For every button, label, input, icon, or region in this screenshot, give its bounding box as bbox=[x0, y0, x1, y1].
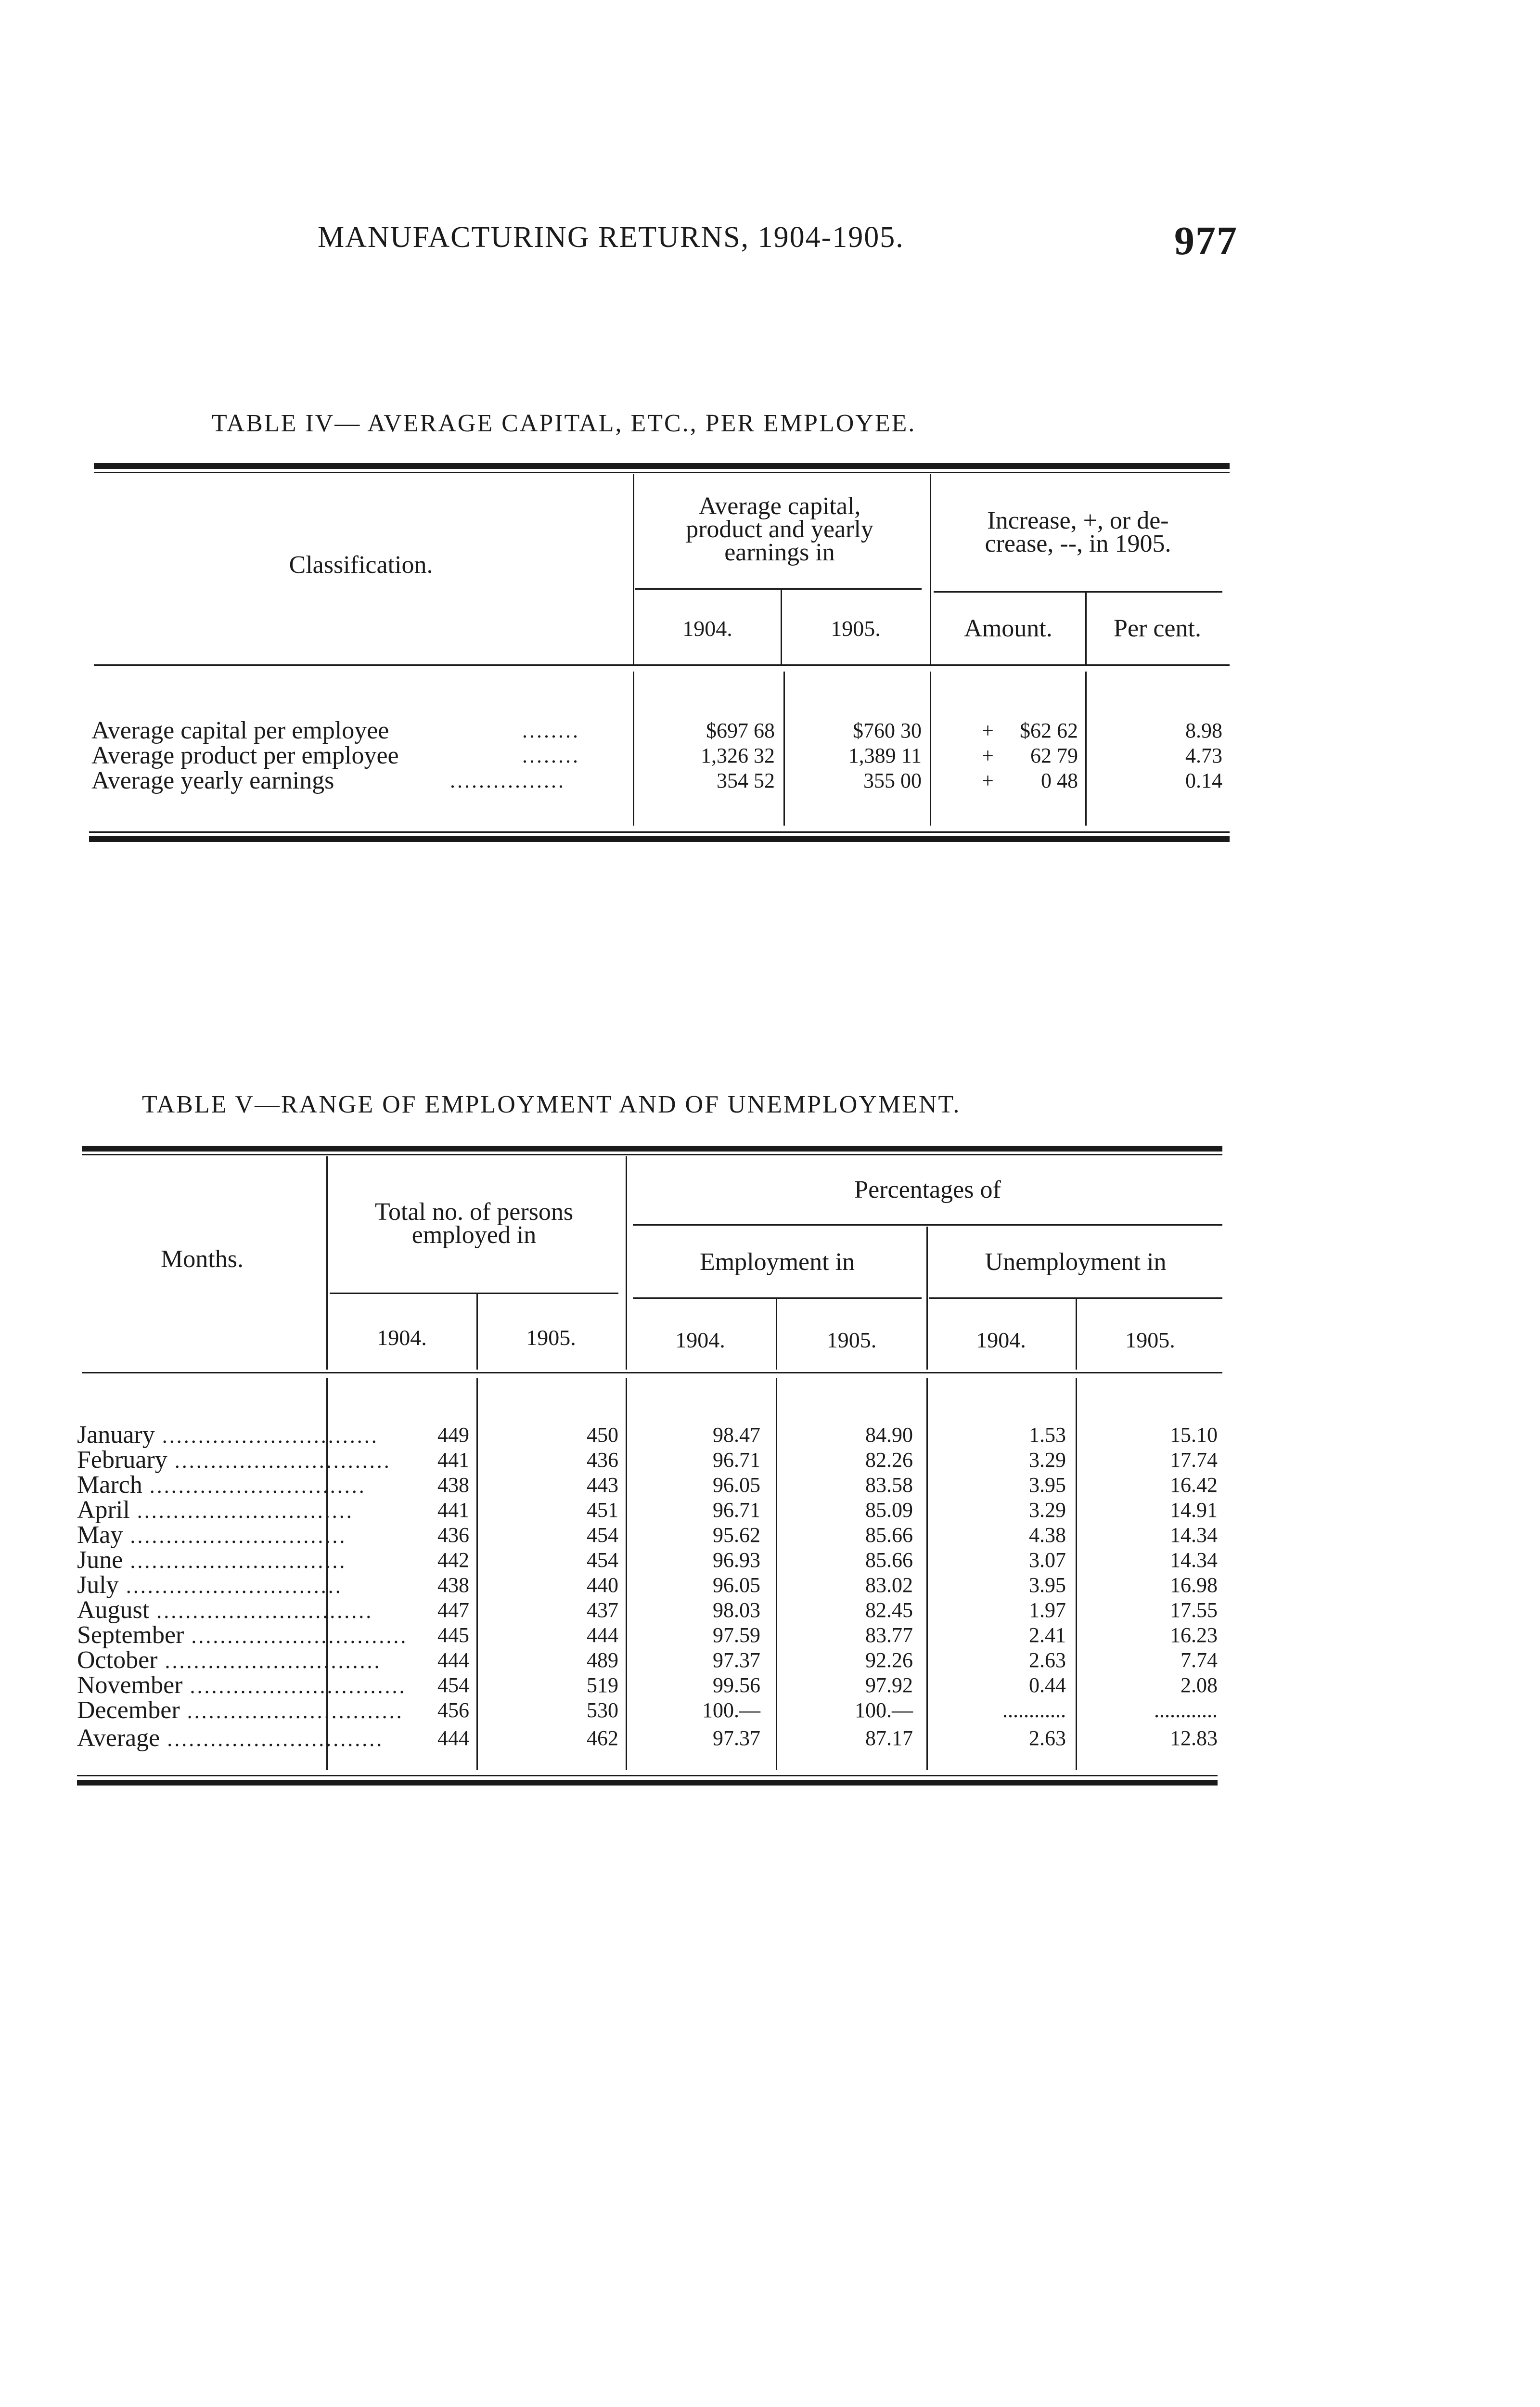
leader-dots: .............................. bbox=[142, 1474, 366, 1498]
percent: 0.14 bbox=[1185, 769, 1222, 792]
col-employment: Employment in bbox=[699, 1248, 855, 1276]
total-1905: 450 bbox=[587, 1423, 618, 1447]
employment-1905: 87.17 bbox=[865, 1726, 913, 1750]
leader-dots: .............................. bbox=[182, 1674, 407, 1698]
col-total-line2: employed in bbox=[411, 1221, 537, 1249]
month-label bbox=[77, 1724, 384, 1752]
col-classification: Classification. bbox=[289, 551, 433, 579]
month-name: February bbox=[77, 1446, 167, 1474]
employment-1904: 98.47 bbox=[713, 1423, 760, 1447]
employment-1904: 97.59 bbox=[713, 1623, 760, 1647]
employment-1905: 85.66 bbox=[865, 1548, 913, 1572]
col-1905: 1905. bbox=[831, 616, 881, 641]
col-employment-1904: 1904. bbox=[675, 1328, 725, 1352]
month-name: August bbox=[77, 1596, 150, 1624]
month-label bbox=[77, 1646, 382, 1674]
leader-dots: ................ bbox=[450, 769, 565, 792]
month-name: January bbox=[77, 1421, 155, 1449]
employment-1904: 96.71 bbox=[713, 1498, 760, 1522]
month-label bbox=[77, 1696, 404, 1724]
col-total-1904: 1904. bbox=[377, 1325, 427, 1350]
value-1905: 1,389 11 bbox=[848, 744, 922, 767]
employment-1905: 82.45 bbox=[865, 1598, 913, 1622]
month-name: June bbox=[77, 1546, 123, 1574]
unemployment-1905: 16.23 bbox=[1170, 1623, 1218, 1647]
employment-1905: 83.77 bbox=[865, 1623, 913, 1647]
employment-1905: 97.92 bbox=[865, 1673, 913, 1697]
unemployment-1904: 3.95 bbox=[1029, 1573, 1066, 1597]
total-1905: 451 bbox=[587, 1498, 618, 1522]
unemployment-1905: 12.83 bbox=[1170, 1726, 1218, 1750]
total-1904: 444 bbox=[437, 1726, 469, 1750]
total-1904: 445 bbox=[437, 1623, 469, 1647]
month-name: October bbox=[77, 1646, 158, 1674]
unemployment-1904: 1.97 bbox=[1029, 1598, 1066, 1622]
sign: + bbox=[982, 769, 994, 792]
employment-1905: 84.90 bbox=[865, 1423, 913, 1447]
month-label bbox=[77, 1571, 343, 1599]
value-1904: 354 52 bbox=[717, 769, 775, 792]
month-name: Average bbox=[77, 1724, 160, 1752]
unemployment-1904: 4.38 bbox=[1029, 1523, 1066, 1547]
value-1904: $697 68 bbox=[706, 719, 775, 742]
employment-1904: 96.71 bbox=[713, 1448, 760, 1472]
employment-1904: 97.37 bbox=[713, 1726, 760, 1750]
month-label bbox=[77, 1421, 379, 1449]
amount: 62 79 bbox=[1030, 744, 1078, 767]
total-1905: 489 bbox=[587, 1648, 618, 1672]
leader-dots: .............................. bbox=[123, 1524, 347, 1548]
unemployment-1905: 16.42 bbox=[1170, 1473, 1218, 1497]
col-percent: Per cent. bbox=[1114, 615, 1201, 642]
col-1904: 1904. bbox=[682, 616, 732, 641]
month-label bbox=[77, 1446, 391, 1474]
employment-1904: 96.05 bbox=[713, 1573, 760, 1597]
value-1904: 1,326 32 bbox=[701, 744, 775, 767]
total-1904: 442 bbox=[437, 1548, 469, 1572]
running-title: MANUFACTURING RETURNS, 1904-1905. bbox=[318, 221, 904, 254]
month-label bbox=[77, 1471, 366, 1499]
total-1904: 436 bbox=[437, 1523, 469, 1547]
month-name: September bbox=[77, 1621, 184, 1649]
employment-1905: 83.58 bbox=[865, 1473, 913, 1497]
total-1905: 444 bbox=[587, 1623, 618, 1647]
total-1904: 441 bbox=[437, 1498, 469, 1522]
total-1905: 519 bbox=[587, 1673, 618, 1697]
employment-1904: 96.93 bbox=[713, 1548, 760, 1572]
leader-dots: .............................. bbox=[149, 1599, 373, 1623]
leader-dots: ........ bbox=[522, 744, 580, 767]
employment-1905: 82.26 bbox=[865, 1448, 913, 1472]
amount: $62 62 bbox=[1020, 719, 1078, 742]
leader-dots: .............................. bbox=[129, 1499, 354, 1523]
total-1905: 454 bbox=[587, 1548, 618, 1572]
total-1905: 443 bbox=[587, 1473, 618, 1497]
unemployment-1904: 1.53 bbox=[1029, 1423, 1066, 1447]
leader-dots: .............................. bbox=[118, 1574, 343, 1598]
unemployment-1905: 7.74 bbox=[1181, 1648, 1218, 1672]
leader-dots: .............................. bbox=[154, 1424, 379, 1448]
leader-dots: .............................. bbox=[157, 1649, 382, 1673]
col-months: Months. bbox=[161, 1245, 244, 1273]
leader-dots: .............................. bbox=[180, 1699, 404, 1723]
col-unemployment-1904: 1904. bbox=[976, 1328, 1026, 1352]
unemployment-1905: 15.10 bbox=[1170, 1423, 1218, 1447]
total-1905: 437 bbox=[587, 1598, 618, 1622]
col-average-capital-line3: earnings in bbox=[724, 539, 835, 566]
employment-1904: 96.05 bbox=[713, 1473, 760, 1497]
month-name: July bbox=[77, 1571, 119, 1599]
unemployment-1904: 3.95 bbox=[1029, 1473, 1066, 1497]
total-1905: 454 bbox=[587, 1523, 618, 1547]
total-1905: 462 bbox=[587, 1726, 618, 1750]
col-total-1905: 1905. bbox=[526, 1325, 576, 1350]
total-1905: 440 bbox=[587, 1573, 618, 1597]
col-increase-line1: Increase, +, or de- bbox=[987, 507, 1169, 534]
leader-dots: ........ bbox=[522, 719, 580, 742]
unemployment-1904: 2.63 bbox=[1029, 1648, 1066, 1672]
col-average-capital-line1: Average capital, bbox=[698, 492, 861, 520]
leader-dots: .............................. bbox=[160, 1727, 384, 1751]
month-name: March bbox=[77, 1471, 142, 1499]
unemployment-1904: 0.44 bbox=[1029, 1673, 1066, 1697]
month-label bbox=[77, 1546, 347, 1574]
total-1904: 441 bbox=[437, 1448, 469, 1472]
percent: 8.98 bbox=[1185, 719, 1222, 742]
total-1904: 447 bbox=[437, 1598, 469, 1622]
col-unemployment-1905: 1905. bbox=[1125, 1328, 1175, 1352]
total-1904: 454 bbox=[437, 1673, 469, 1697]
amount: 0 48 bbox=[1041, 769, 1078, 792]
unemployment-1904: 2.41 bbox=[1029, 1623, 1066, 1647]
leader-dots: .............................. bbox=[184, 1624, 408, 1648]
total-1904: 449 bbox=[437, 1423, 469, 1447]
col-total-line1: Total no. of persons bbox=[374, 1198, 574, 1226]
employment-1905: 85.66 bbox=[865, 1523, 913, 1547]
total-1904: 438 bbox=[437, 1573, 469, 1597]
col-percentages: Percentages of bbox=[854, 1176, 1001, 1204]
employment-1904: 99.56 bbox=[713, 1673, 760, 1697]
unemployment-1904: 3.29 bbox=[1029, 1448, 1066, 1472]
employment-1904: 98.03 bbox=[713, 1598, 760, 1622]
month-name: May bbox=[77, 1521, 123, 1549]
unemployment-1905: 2.08 bbox=[1181, 1673, 1218, 1697]
col-employment-1905: 1905. bbox=[826, 1328, 877, 1352]
month-label bbox=[77, 1621, 408, 1649]
unemployment-1905: 17.55 bbox=[1170, 1598, 1218, 1622]
employment-1905: 100.— bbox=[855, 1698, 913, 1722]
page-number: 977 bbox=[1174, 219, 1238, 263]
unemployment-1904: ............ bbox=[1002, 1698, 1066, 1722]
employment-1904: 97.37 bbox=[713, 1648, 760, 1672]
percent: 4.73 bbox=[1185, 744, 1222, 767]
sign: + bbox=[982, 744, 994, 767]
total-1905: 530 bbox=[587, 1698, 618, 1722]
month-label bbox=[77, 1596, 373, 1624]
total-1904: 456 bbox=[437, 1698, 469, 1722]
month-label bbox=[77, 1521, 347, 1549]
unemployment-1905: ............ bbox=[1154, 1698, 1218, 1722]
unemployment-1905: 14.34 bbox=[1170, 1523, 1218, 1547]
employment-1905: 83.02 bbox=[865, 1573, 913, 1597]
row-label: Average yearly earnings bbox=[91, 767, 334, 794]
unemployment-1905: 17.74 bbox=[1170, 1448, 1218, 1472]
sign: + bbox=[982, 719, 994, 742]
row-label: Average product per employee bbox=[91, 742, 399, 769]
total-1904: 444 bbox=[437, 1648, 469, 1672]
total-1905: 436 bbox=[587, 1448, 618, 1472]
month-label bbox=[77, 1496, 354, 1524]
value-1905: 355 00 bbox=[863, 769, 922, 792]
employment-1905: 92.26 bbox=[865, 1648, 913, 1672]
unemployment-1904: 3.07 bbox=[1029, 1548, 1066, 1572]
unemployment-1904: 2.63 bbox=[1029, 1726, 1066, 1750]
month-name: December bbox=[77, 1696, 180, 1724]
month-label bbox=[77, 1671, 407, 1699]
month-name: November bbox=[77, 1671, 183, 1699]
total-1904: 438 bbox=[437, 1473, 469, 1497]
unemployment-1905: 14.91 bbox=[1170, 1498, 1218, 1522]
month-name: April bbox=[77, 1496, 130, 1524]
value-1905: $760 30 bbox=[853, 719, 922, 742]
unemployment-1905: 16.98 bbox=[1170, 1573, 1218, 1597]
unemployment-1904: 3.29 bbox=[1029, 1498, 1066, 1522]
col-amount: Amount. bbox=[964, 615, 1052, 642]
employment-1905: 85.09 bbox=[865, 1498, 913, 1522]
table5-caption: TABLE V—RANGE OF EMPLOYMENT AND OF UNEMPLOYMENT. bbox=[142, 1091, 961, 1118]
table4-caption: TABLE IV— AVERAGE CAPITAL, ETC., PER EMPLOYEE. bbox=[212, 410, 916, 437]
col-unemployment: Unemployment in bbox=[985, 1248, 1167, 1276]
unemployment-1905: 14.34 bbox=[1170, 1548, 1218, 1572]
col-increase-line2: crease, --, in 1905. bbox=[985, 530, 1171, 557]
leader-dots: .............................. bbox=[167, 1449, 391, 1473]
employment-1904: 100.— bbox=[702, 1698, 760, 1722]
col-average-capital-line2: product and yearly bbox=[686, 516, 873, 543]
row-label: Average capital per employee bbox=[91, 717, 389, 744]
employment-1904: 95.62 bbox=[713, 1523, 760, 1547]
leader-dots: .............................. bbox=[123, 1549, 347, 1573]
